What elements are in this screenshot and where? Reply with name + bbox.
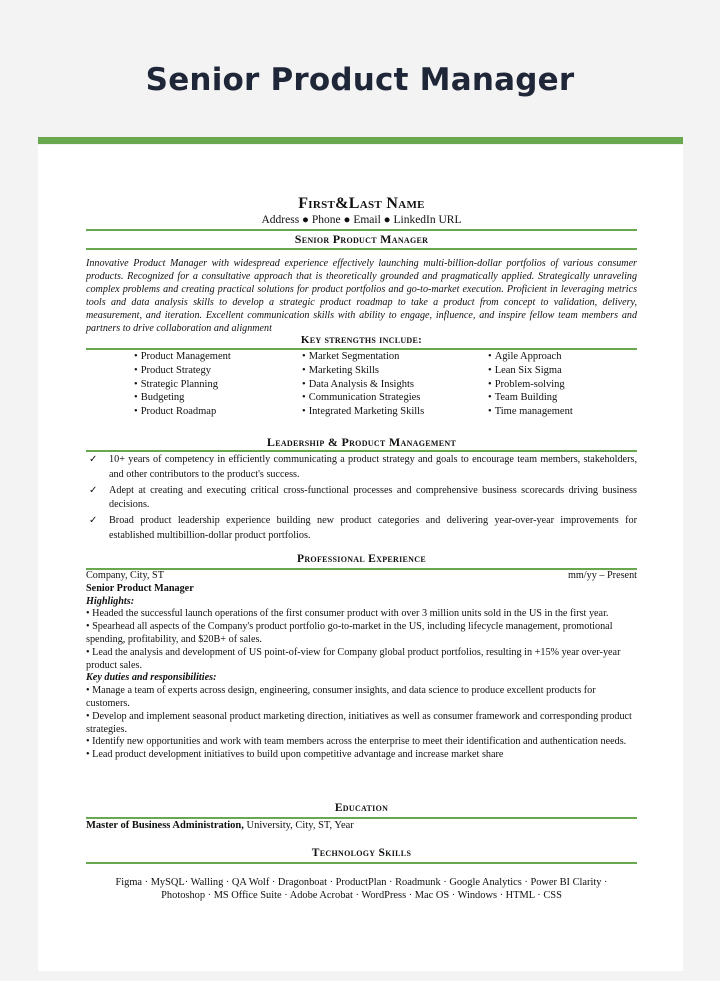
technology-line-1: Figma · MySQL· Walling · QA Wolf · Dragonboat · ProductPlan · Roadmunk · Google Analytics · Power BI Clarity ·: [115, 877, 608, 888]
list-item: • Strategic Planning: [134, 378, 302, 392]
checkmark-icon: ✓: [89, 515, 98, 527]
list-item: ✓ Adept at creating and executing critical cross-functional processes and comprehensive business scorecards driving business decisions.: [86, 484, 637, 513]
list-item: • Identify new opportunities and work with team members across the enterprise to meet their identification and authentication needs.: [86, 736, 627, 748]
list-item: • Communication Strategies: [302, 391, 488, 405]
leadership-heading: Leadership & Product Management: [266, 435, 457, 449]
list-item: • Headed the successful launch operations of the first consumer product with over 3 million units sold in the US in the first year.: [86, 608, 609, 620]
degree: Master of Business Administration,: [86, 820, 244, 831]
list-item: ✓ Broad product leadership experience building new product categories and delivering year-over-year improvements for established multibillion-dollar product portfolios.: [86, 514, 637, 543]
education-details: University, City, ST, Year: [243, 820, 354, 831]
technology-line-2: Photoshop · MS Office Suite · Adobe Acrobat · WordPress · Mac OS · Windows · HTML · CSS: [161, 890, 562, 901]
strengths-column-1: [134, 350, 302, 419]
divider: [86, 862, 637, 864]
contact-line: Address ● Phone ● Email ● LinkedIn URL: [261, 214, 462, 226]
strengths-column-3: [488, 350, 573, 419]
list-item: • Time management: [488, 405, 573, 419]
list-item: • Lean Six Sigma: [488, 364, 573, 378]
job-dates: mm/yy – Present: [567, 570, 637, 581]
education-heading: Education: [334, 802, 389, 814]
job-title: Senior Product Manager: [86, 582, 194, 594]
list-item: • Develop and implement seasonal product marketing direction, initiatives as well as consumer framework and corresponding product strategies.: [86, 710, 632, 735]
technology-heading: Technology Skills: [311, 847, 412, 859]
list-item: • Market Segmentation: [302, 350, 488, 364]
list-item: • Product Strategy: [134, 364, 302, 378]
candidate-name: First&Last Name: [298, 195, 425, 212]
divider: [86, 229, 637, 231]
list-item: • Team Building: [488, 391, 573, 405]
experience-heading: Professional Experience: [297, 553, 426, 565]
strengths-heading: Key strengths include:: [300, 334, 423, 346]
list-item: • Product Management: [134, 350, 302, 364]
highlights-label: Highlights:: [86, 595, 135, 607]
list-item: • Lead product development initiatives to build upon competitive advantage and increase market share: [86, 749, 504, 761]
list-item: ✓ 10+ years of competency in efficiently communicating a product strategy and goals to encourage team members, stakeholders, and other contributors to the product's success.: [86, 453, 637, 482]
divider: [86, 248, 637, 250]
strengths-grid: [134, 350, 634, 419]
resume-sheet: [38, 145, 683, 971]
page-title: Senior Product Manager: [145, 62, 575, 98]
list-item: • Lead the analysis and development of US point-of-view for Company global product portfolios, resulting in +15% year over-year product sales.: [86, 646, 621, 671]
list-item: • Budgeting: [134, 391, 302, 405]
experience-section: [86, 570, 637, 762]
checkmark-icon: ✓: [89, 454, 98, 465]
summary-paragraph: Innovative Product Manager with widespread experience effectively launching multi-billion-dollar portfolios of various consumer products. Recognized for a consultative approach that is theoretically grounded and pragmatically applied. Strategically unraveling complex problems and creating practical solutions for product portfolios and go-to-market execution. Proficient in leveraging metrics tools and data analysis skills to develop a strategic product roadmap to take a product from concept to validation, delivery, measurement, and iteration. Excellent communication skills with ability to engage, influence, and inspire fellow team members and partners to drive collaboration and alignment: [86, 258, 637, 335]
education-entry: [86, 820, 637, 831]
company: Company, City, ST: [86, 570, 164, 581]
technology-list: [86, 876, 637, 902]
title-accent-bar: [38, 137, 683, 144]
strengths-column-2: [302, 350, 488, 419]
list-item: • Spearhead all aspects of the Company's product portfolio go-to-market in the US, including lifecycle management, promotional spending, profitability, and $20B+ of sales.: [86, 621, 613, 645]
list-item: • Agile Approach: [488, 350, 573, 364]
list-item: • Manage a team of experts across design, engineering, consumer insights, and data science to produce excellent products for customers.: [86, 685, 596, 709]
list-item: • Product Roadmap: [134, 405, 302, 419]
divider: [86, 817, 637, 819]
list-item: • Integrated Marketing Skills: [302, 405, 488, 419]
divider: [86, 450, 637, 452]
list-item: • Problem-solving: [488, 378, 573, 392]
headline: Senior Product Manager: [294, 232, 429, 246]
job-header: [86, 570, 637, 583]
list-item: • Marketing Skills: [302, 364, 488, 378]
checkmark-icon: ✓: [89, 484, 98, 496]
leadership-list: [86, 453, 637, 545]
duties-label: Key duties and responsibilities:: [86, 672, 217, 684]
list-item: • Data Analysis & Insights: [302, 378, 488, 392]
